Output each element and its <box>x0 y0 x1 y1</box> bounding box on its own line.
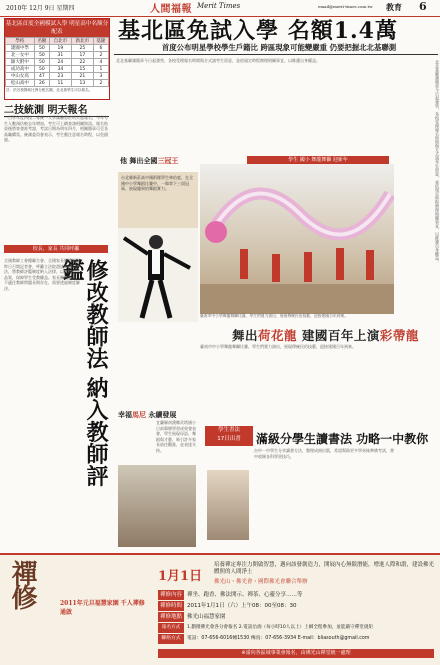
story2-headline-b: 馬尼 <box>132 410 146 419</box>
table-cell: 中山女高 <box>6 73 35 80</box>
left-story-headline: 二技統測 明天報名 <box>4 101 109 117</box>
table-cell: 17 <box>71 52 93 59</box>
divider <box>114 54 438 55</box>
table-cell: 24 <box>49 59 71 66</box>
table-cell: 47 <box>34 73 49 80</box>
table-row <box>6 45 109 52</box>
dragon-story-body: 臺南市中小學舞龍舞獅比賽，學生們賣力演出，展現傳統民俗技藝，迎接建國百年到來。 <box>200 344 356 349</box>
ad-row <box>158 590 434 600</box>
table-cell: 2 <box>93 52 108 59</box>
photo-right-caption: 臺南市中小學舞龍舞獅比賽，學生們賣力演出，展現傳統民俗技藝，迎接建國百年到來。 <box>200 313 349 318</box>
table-cell: 22 <box>71 59 93 66</box>
dancer-photo <box>118 228 198 322</box>
newspaper-logo: 人間福報 <box>150 4 192 15</box>
ad-row-text: 2011年1月1日（六）上午08：00至08：30 <box>187 603 297 609</box>
newspaper-logo-en: Merit Times <box>197 2 241 10</box>
section-name: 教育 <box>386 2 402 12</box>
quota-table-title: 基北區首度全國模試入學 明星高中名額分配表 <box>5 21 109 35</box>
story3-tag-top: 學生書法 <box>217 427 240 433</box>
dragon-headline-a: 舞出 <box>232 328 259 343</box>
ad-date: 1月1日 <box>158 569 203 584</box>
ad-row-label: 禪修地點 <box>159 614 182 620</box>
student-book-photo <box>207 470 249 540</box>
dragon-headline-c: 建國百年上演 <box>297 328 380 343</box>
table-cell: 50 <box>34 59 49 66</box>
ad-row <box>158 601 434 611</box>
contact-email[interactable]: email@merit-times.com.tw <box>318 4 373 9</box>
story2-body: 宜蘭縣南澳鄉武塔國小日前舉辦學習成果發表會，學生展現母語、舞蹈與才藝，吸引許多家長前往觀賞，並表達支持。 <box>156 420 196 453</box>
table-cell: 建國中學 <box>6 45 35 52</box>
photo-left-title-hi: 三冠王 <box>157 156 179 165</box>
table-header-cell: 新北市 <box>71 38 93 45</box>
ad-row-label: 禪修時間 <box>159 603 182 609</box>
ad-row <box>158 612 434 622</box>
story3-tag <box>205 426 253 446</box>
table-cell: 3 <box>93 73 108 80</box>
table-cell: 26 <box>34 80 49 87</box>
table-cell: 成功高中 <box>6 66 35 73</box>
table-cell: 19 <box>49 45 71 52</box>
ad-organizer: 佛光山・佛光會・國際佛光會聯合舉辦 <box>214 579 308 585</box>
table-row <box>6 66 109 73</box>
ad-footer: ※請向各區域事業會報名，由佛光山禪堂統一處理 <box>158 649 434 658</box>
story2-headline-a: 幸福 <box>118 410 132 419</box>
table-cell: 50 <box>34 45 49 52</box>
table-cell: 50 <box>34 66 49 73</box>
dragon-headline <box>232 326 419 344</box>
story3-headline: 滿級分學生讀書法 功略一中教你 <box>256 432 429 446</box>
ad-row-text: 電話：07-656-6016轉1530 傳真：07-656-3934 E-mail：bliasouth@gmail.com <box>187 636 370 641</box>
table-header-cell: 基隆 <box>93 38 108 45</box>
table-cell: 4 <box>93 59 108 66</box>
table-cell: 11 <box>49 80 71 87</box>
main-story-body: 北北基聯測簡章今日起發售，各校受理報名時間與方式請考生留意，並依規定時程辦理相關事宜，以維護自身權益。 <box>116 58 320 63</box>
table-cell: 6 <box>93 45 108 52</box>
story2-headline-c: 永續發展 <box>146 410 177 419</box>
main-headline-b: 名額1.4萬 <box>287 18 398 44</box>
table-header-cell: 學校 <box>6 38 35 45</box>
table-cell: 1 <box>93 66 108 73</box>
story3-tag-bottom: 17日出書 <box>217 436 241 442</box>
ad-row <box>158 623 434 633</box>
school-event-photo <box>118 465 196 547</box>
table-cell: 師大附中 <box>6 59 35 66</box>
ad-headline: 培養禪定專注力開啟智慧，邁向該發創造力，開展內心無限潛能，增進人際和諧，建設佛光體照的人間淨土 <box>214 562 435 575</box>
table-cell: 松山高中 <box>6 80 35 87</box>
table-cell: 2 <box>93 80 108 87</box>
table-row <box>6 59 109 66</box>
page-number: 6 <box>419 0 427 13</box>
table-row <box>6 73 109 80</box>
photo-left-caption: 台北縣新莊高中國術隊學生林佑庭，在全國中小學舞蹈比賽中，一舉拿下三項冠軍，展現優異的舞蹈實力。 <box>121 175 193 191</box>
ad-zen-calligraphy: 禪修 <box>7 560 37 608</box>
table-header-cell: 自北市 <box>49 38 71 45</box>
photo-left-title-a: 他 舞出全國 <box>120 156 158 165</box>
dragon-dance-photo <box>200 164 394 314</box>
table-header-row <box>6 38 109 45</box>
story3-body: 台中一中學生分享讀書方法，整理成冊出版，希望幫助更多學弟妹準備考試，書中收錄各科學習技巧。 <box>254 448 394 459</box>
ad-row-label: 報名方式 <box>158 623 184 633</box>
table-cell: 34 <box>49 66 71 73</box>
left-section-bar: 校長、家長 共同呼籲 <box>4 245 108 253</box>
table-header-cell: 名額 <box>34 38 49 45</box>
right-column-text: 北北基聯測簡章今日起發售，各校受理報名時間與方式請考生留意，並依規定時程辦理相關事宜，以維護自身權益。 <box>435 60 440 264</box>
table-cell: 23 <box>49 73 71 80</box>
table-cell: 北一女中 <box>6 52 35 59</box>
table-cell: 13 <box>71 80 93 87</box>
quota-table-box <box>4 18 110 100</box>
ad-row-text: 禪坐、跑香、佛法開示、禪茶、心靈分享……等 <box>187 592 303 598</box>
issue-date: 2010年 12月 9日 星期四 <box>6 5 75 12</box>
table-row <box>6 80 109 87</box>
story2-headline <box>118 410 176 420</box>
left-vertical-headline: 修改教師法 納入教師評鑑 <box>59 259 109 487</box>
photo-left-title <box>120 156 178 166</box>
table-cell: 15 <box>71 66 93 73</box>
quota-table-note: 註：依各校錄取比例分配名額，北北基學生可以報名。 <box>6 88 93 92</box>
dragon-headline-b: 荷花龍 <box>258 328 298 343</box>
ad-row-label: 聯絡方式 <box>158 634 184 644</box>
table-cell: 21 <box>71 73 93 80</box>
ad-row-text: 1.劃撥佛光會各分會報名 2.電話洽詢（每小時10人以上）上網全程參加，並能嚴守禪堂規矩 <box>187 625 374 630</box>
left-story-body: 一百學年度四技二專統一入學測驗將於明天起報名，今年考生人數預估較去年增加，考生可上網查詢相關資訊。報名結束後將寄發准考證，考試日期為明年四月，相關簡章可至各高職購買。統測委員會表示，考生應注意報名時程，以免錯過。 <box>4 115 108 142</box>
table-cell: 31 <box>49 52 71 59</box>
ad-row-text: 佛光山福慧家園 <box>187 614 226 620</box>
ad-row <box>158 634 434 644</box>
left-story2-body: 全國教師工會總聯合會、全國家長團體聯盟昨日召開記者會，呼籲立法院盡速修改教師法，將教師評鑑制度納入法律，以提升教學品質，保障學生受教權益。家長團體指出，不適任教師問題長期存在，需要透過制度解決。 <box>4 258 80 291</box>
main-headline-a: 基北區免試入學 <box>118 18 280 44</box>
main-headline <box>118 14 438 45</box>
main-subhead: 首度公布明星學校學生戶籍比 跨區現象可能變嚴重 仍要把握北北基聯測 <box>161 43 397 52</box>
quota-table <box>5 37 109 87</box>
dragon-headline-d: 彩帶龍 <box>379 328 419 343</box>
table-row <box>6 52 109 59</box>
ad-row-label: 禪修內容 <box>159 592 182 598</box>
table-cell: 50 <box>34 52 49 59</box>
ad-zen-subtitle: 2011年元旦福慧家園 千人禪修通啟 <box>60 600 145 616</box>
table-cell: 25 <box>71 45 93 52</box>
photo-right-bar: 學生 國小 舞龍舞獅 迎新年 <box>247 156 389 164</box>
